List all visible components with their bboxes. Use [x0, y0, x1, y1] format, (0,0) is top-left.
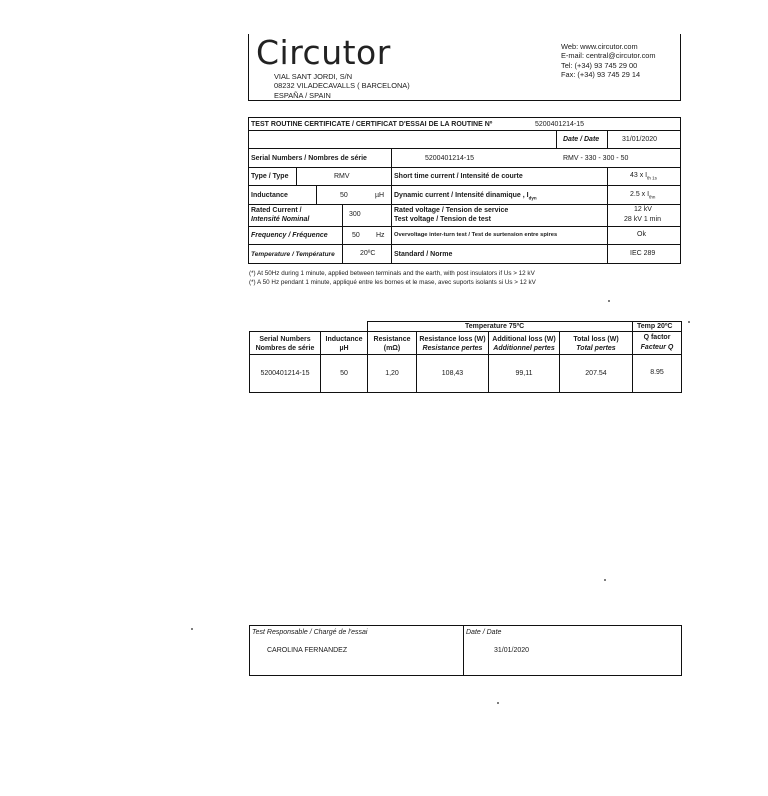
certificate-title: TEST ROUTINE CERTIFICATE / CERTIFICAT D'ESSAI DE LA ROUTINE Nº — [251, 121, 493, 128]
rated-voltage-label: Rated voltage / Tension de service — [394, 207, 509, 214]
inductance-unit: µH — [375, 192, 385, 199]
rated-current-label-fr: Intensité Nominal — [251, 216, 310, 223]
col-resistance-loss-header: Resistance loss (W) — [419, 336, 486, 343]
overvoltage-label: Overvoltage inter-turn test / Test de surtension entre spires — [394, 232, 558, 238]
model-value: RMV - 330 - 300 - 50 — [563, 155, 629, 162]
temperature-label: Temperature / Température — [251, 251, 335, 258]
serial-value: 5200401214-15 — [425, 155, 475, 162]
row-resistance: 1,20 — [385, 370, 399, 377]
date-label: Date / Date — [563, 136, 600, 143]
temp75-header: Temperature 75ºC — [465, 323, 525, 330]
certificate-number: 5200401214-15 — [535, 121, 585, 128]
header-left-border — [248, 34, 249, 101]
col-resistance-loss-fr: Resistance pertes — [422, 345, 483, 352]
test-voltage-value: 28 kV 1 min — [624, 216, 661, 223]
row-inductance: 50 — [340, 370, 348, 377]
header-right-border — [680, 34, 681, 101]
rated-current-value: 300 — [349, 211, 361, 218]
row-resistance-loss: 108,43 — [441, 370, 464, 377]
inductance-value: 50 — [340, 192, 348, 199]
address-line-2: 08232 VILADECAVALLS ( BARCELONA) — [274, 81, 410, 91]
scan-speck — [191, 628, 193, 630]
standard-value: IEC 289 — [630, 250, 656, 257]
scan-speck — [608, 300, 610, 302]
col-resistance-unit: (mΩ) — [383, 345, 401, 352]
temperature-value: 20ºC — [360, 250, 376, 257]
col-additional-loss-fr: Additionnel pertes — [493, 345, 555, 352]
rated-voltage-value: 12 kV — [634, 206, 652, 213]
temp20-header: Temp 20ºC — [637, 323, 673, 330]
short-time-sub: th 1s — [647, 175, 657, 181]
col-qfactor-header: Q factor — [643, 334, 671, 341]
address-line-1: VIAL SANT JORDI, S/N — [274, 72, 353, 81]
col-additional-loss-header: Additional loss (W) — [492, 336, 556, 343]
address-line-3: ESPAÑA / SPAIN — [274, 90, 331, 100]
contact-fax: Fax: (+34) 93 745 29 14 — [561, 69, 641, 79]
serial-label: Serial Numbers / Nombres de série — [251, 155, 367, 162]
short-time-value: 43 x $I_{th 1s}$ — [630, 172, 657, 181]
rated-current-label: Rated Current / — [251, 207, 302, 214]
row-additional-loss: 99,11 — [515, 370, 533, 377]
standard-label: Standard / Norme — [394, 251, 453, 258]
row-qfactor: 8.95 — [650, 369, 664, 376]
col-total-loss-fr: Total pertes — [576, 345, 616, 352]
company-contact — [561, 42, 656, 79]
note-en: (*) At 50Hz during 1 minute, applied between terminals and the earth, with post insulators if Us > 12 kV — [249, 270, 535, 277]
signature-date-label: Date / Date — [466, 629, 502, 636]
dynamic-label: Dynamic current / Intensité dinamique , $I_{dyn}$ — [394, 192, 537, 201]
test-voltage-label: Test voltage / Tension de test — [394, 216, 491, 223]
type-value: RMV — [334, 173, 350, 180]
col-serial-header-fr: Nombres de série — [255, 345, 315, 352]
col-total-loss-header: Total loss (W) — [573, 336, 619, 343]
col-resistance-header: Resistance — [373, 336, 411, 343]
scan-speck — [497, 702, 499, 704]
note-fr: (*) A 50 Hz pendant 1 minute, appliqué entre les bornes et le mase, avec suports isolants si Us > 12 kV — [249, 279, 536, 286]
short-time-label: Short time current / Intensité de courte — [394, 173, 523, 180]
header-divider — [248, 100, 681, 101]
responsible-name: CAROLINA FERNANDEZ — [267, 647, 348, 654]
frequency-unit: Hz — [376, 232, 385, 239]
company-logo: Circutor — [256, 33, 391, 72]
contact-tel: Tel: (+34) 93 745 29 00 — [561, 60, 638, 70]
col-serial-header: Serial Numbers — [259, 336, 311, 343]
row-total-loss: 207.54 — [585, 370, 607, 377]
company-address — [274, 72, 410, 100]
col-qfactor-fr: Facteur Q — [640, 344, 674, 351]
col-inductance-unit: µH — [339, 345, 349, 352]
contact-web: Web: www.circutor.com — [561, 42, 638, 51]
col-inductance-header: Inductance — [325, 336, 363, 343]
contact-email: E-mail: central@circutor.com — [561, 51, 656, 61]
certificate-date: 31/01/2020 — [622, 136, 658, 143]
inductance-label: Inductance — [251, 192, 288, 199]
scan-speck — [688, 321, 690, 323]
dynamic-value: 2.5 x $I_{thn}$ — [630, 191, 656, 200]
scan-speck — [604, 579, 606, 581]
overvoltage-value: Ok — [637, 231, 646, 238]
type-label: Type / Type — [251, 173, 289, 180]
frequency-value: 50 — [352, 232, 360, 239]
frequency-label: Frequency / Fréquence — [251, 232, 328, 239]
row-serial: 5200401214-15 — [260, 370, 310, 377]
responsible-label: Test Responsable / Chargé de l'essai — [252, 629, 368, 636]
signature-date: 31/01/2020 — [494, 647, 530, 654]
